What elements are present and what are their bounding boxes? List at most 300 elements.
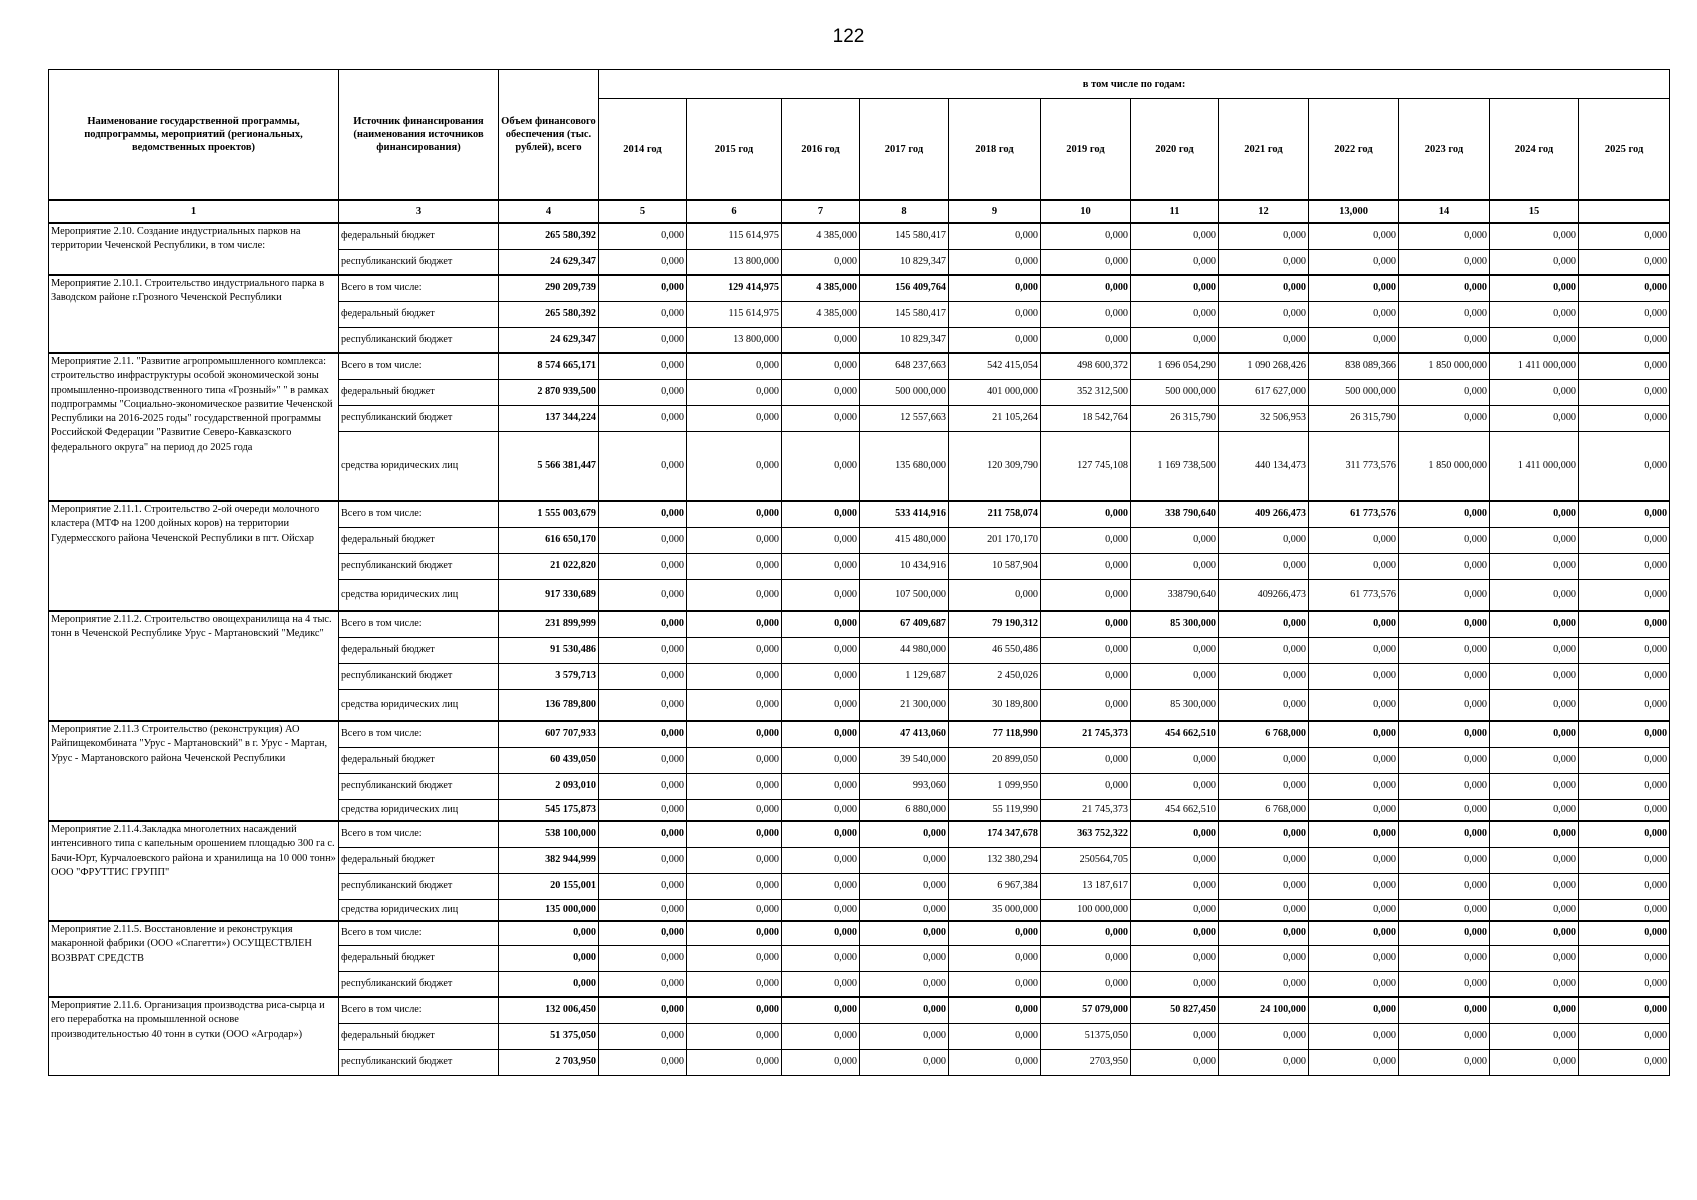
year-value: 0,000: [1579, 847, 1670, 873]
year-value: 0,000: [687, 821, 782, 847]
year-value: 250564,705: [1041, 847, 1131, 873]
year-value: 0,000: [599, 1049, 687, 1075]
funding-source: Всего в том числе:: [339, 611, 499, 637]
year-value: 0,000: [860, 971, 949, 997]
year-value: 0,000: [782, 847, 860, 873]
year-value: 0,000: [1131, 527, 1219, 553]
year-value: 338790,640: [1131, 579, 1219, 611]
year-value: 0,000: [1309, 249, 1399, 275]
total-volume: 265 580,392: [499, 223, 599, 249]
total-volume: 382 944,999: [499, 847, 599, 873]
year-value: 0,000: [1131, 223, 1219, 249]
year-value: 0,000: [1490, 747, 1579, 773]
year-value: 0,000: [1131, 945, 1219, 971]
table-row: [49, 223, 1670, 249]
funding-source: Всего в том числе:: [339, 997, 499, 1023]
year-value: 0,000: [1490, 637, 1579, 663]
year-value: 0,000: [599, 301, 687, 327]
year-value: 0,000: [599, 689, 687, 721]
year-value: 0,000: [1309, 527, 1399, 553]
year-value: 0,000: [1131, 663, 1219, 689]
year-value: 0,000: [1579, 579, 1670, 611]
year-value: 21 745,373: [1041, 721, 1131, 747]
header-year: 2015 год: [687, 99, 782, 201]
year-value: 0,000: [687, 873, 782, 899]
year-value: 4 385,000: [782, 223, 860, 249]
year-value: 0,000: [1219, 611, 1309, 637]
year-value: 145 580,417: [860, 301, 949, 327]
year-value: 0,000: [1579, 945, 1670, 971]
year-value: 35 000,000: [949, 899, 1041, 921]
year-value: 0,000: [1219, 663, 1309, 689]
year-value: 0,000: [599, 275, 687, 301]
year-value: 0,000: [949, 997, 1041, 1023]
year-value: 0,000: [1219, 637, 1309, 663]
year-value: 0,000: [1219, 971, 1309, 997]
funding-source: республиканский бюджет: [339, 971, 499, 997]
year-value: 0,000: [1131, 873, 1219, 899]
column-numbers-row: [49, 200, 1670, 223]
table-row: [49, 921, 1670, 945]
year-value: 0,000: [1309, 611, 1399, 637]
year-value: 2703,950: [1041, 1049, 1131, 1075]
year-value: 55 119,990: [949, 799, 1041, 821]
year-value: 0,000: [599, 431, 687, 501]
header-year: 2020 год: [1131, 99, 1219, 201]
measure-name: Мероприятие 2.11.5. Восстановление и реконструкция макаронной фабрики (ООО «Спагетти») ОСУЩЕСТВЛЕН ВОЗВРАТ СРЕДСТВ: [49, 921, 339, 997]
year-value: 0,000: [687, 747, 782, 773]
year-value: 0,000: [1309, 637, 1399, 663]
year-value: 0,000: [687, 847, 782, 873]
total-volume: 60 439,050: [499, 747, 599, 773]
year-value: 0,000: [1399, 223, 1490, 249]
total-volume: 135 000,000: [499, 899, 599, 921]
year-value: 0,000: [1399, 249, 1490, 275]
funding-source: республиканский бюджет: [339, 1049, 499, 1075]
year-value: 0,000: [599, 873, 687, 899]
column-number: 15: [1490, 200, 1579, 223]
year-value: 0,000: [949, 249, 1041, 275]
year-value: 617 627,000: [1219, 379, 1309, 405]
year-value: 0,000: [1131, 847, 1219, 873]
year-value: 0,000: [1399, 747, 1490, 773]
year-value: 0,000: [1579, 527, 1670, 553]
year-value: 0,000: [1219, 921, 1309, 945]
year-value: 0,000: [1579, 799, 1670, 821]
year-value: 542 415,054: [949, 353, 1041, 379]
year-value: 0,000: [1041, 689, 1131, 721]
column-number: 3: [339, 200, 499, 223]
year-value: 0,000: [1041, 275, 1131, 301]
year-value: 0,000: [1041, 501, 1131, 527]
year-value: 0,000: [1399, 899, 1490, 921]
year-value: 4 385,000: [782, 301, 860, 327]
year-value: 0,000: [1131, 971, 1219, 997]
year-value: 10 434,916: [860, 553, 949, 579]
year-value: 0,000: [599, 637, 687, 663]
total-volume: 265 580,392: [499, 301, 599, 327]
header-year: 2014 год: [599, 99, 687, 201]
year-value: 26 315,790: [1309, 405, 1399, 431]
year-value: 0,000: [782, 431, 860, 501]
year-value: 0,000: [1041, 527, 1131, 553]
year-value: 0,000: [860, 921, 949, 945]
year-value: 0,000: [599, 553, 687, 579]
year-value: 454 662,510: [1131, 721, 1219, 747]
year-value: 0,000: [782, 663, 860, 689]
year-value: 0,000: [860, 847, 949, 873]
column-number: 9: [949, 200, 1041, 223]
year-value: 61 773,576: [1309, 501, 1399, 527]
year-value: 0,000: [949, 579, 1041, 611]
year-value: 0,000: [1309, 873, 1399, 899]
year-value: 50 827,450: [1131, 997, 1219, 1023]
year-value: 0,000: [782, 971, 860, 997]
year-value: 454 662,510: [1131, 799, 1219, 821]
year-value: 0,000: [1579, 301, 1670, 327]
year-value: 0,000: [1131, 899, 1219, 921]
year-value: 0,000: [687, 579, 782, 611]
year-value: 0,000: [1579, 971, 1670, 997]
year-value: 0,000: [949, 945, 1041, 971]
total-volume: 917 330,689: [499, 579, 599, 611]
year-value: 0,000: [949, 275, 1041, 301]
year-value: 0,000: [1041, 945, 1131, 971]
year-value: 46 550,486: [949, 637, 1041, 663]
year-value: 1 129,687: [860, 663, 949, 689]
year-value: 10 829,347: [860, 327, 949, 353]
year-value: 0,000: [1219, 223, 1309, 249]
year-value: 201 170,170: [949, 527, 1041, 553]
year-value: 0,000: [687, 971, 782, 997]
year-value: 0,000: [782, 689, 860, 721]
year-value: 0,000: [1399, 527, 1490, 553]
year-value: 0,000: [782, 997, 860, 1023]
year-value: 0,000: [599, 997, 687, 1023]
year-value: 0,000: [599, 663, 687, 689]
year-value: 0,000: [1490, 873, 1579, 899]
funding-source: Всего в том числе:: [339, 821, 499, 847]
total-volume: 607 707,933: [499, 721, 599, 747]
year-value: 0,000: [1131, 553, 1219, 579]
year-value: 115 614,975: [687, 301, 782, 327]
column-number: 4: [499, 200, 599, 223]
year-value: 0,000: [687, 773, 782, 799]
year-value: 0,000: [1309, 553, 1399, 579]
year-value: 500 000,000: [1131, 379, 1219, 405]
year-value: 0,000: [782, 501, 860, 527]
year-value: 0,000: [1399, 799, 1490, 821]
year-value: 13 800,000: [687, 327, 782, 353]
column-number: 10: [1041, 200, 1131, 223]
year-value: 0,000: [599, 353, 687, 379]
year-value: 409266,473: [1219, 579, 1309, 611]
year-value: 1 099,950: [949, 773, 1041, 799]
year-value: 0,000: [687, 689, 782, 721]
total-volume: 91 530,486: [499, 637, 599, 663]
total-volume: 132 006,450: [499, 997, 599, 1023]
year-value: 0,000: [1309, 921, 1399, 945]
year-value: 0,000: [687, 921, 782, 945]
funding-source: федеральный бюджет: [339, 637, 499, 663]
year-value: 0,000: [860, 1049, 949, 1075]
total-volume: 545 175,873: [499, 799, 599, 821]
column-number: 5: [599, 200, 687, 223]
year-value: 0,000: [782, 249, 860, 275]
year-value: 0,000: [1490, 405, 1579, 431]
year-value: 0,000: [1041, 249, 1131, 275]
year-value: 18 542,764: [1041, 405, 1131, 431]
year-value: 0,000: [599, 847, 687, 873]
year-value: 352 312,500: [1041, 379, 1131, 405]
year-value: 0,000: [687, 379, 782, 405]
funding-source: средства юридических лиц: [339, 899, 499, 921]
year-value: 4 385,000: [782, 275, 860, 301]
year-value: 0,000: [1399, 501, 1490, 527]
table-row: [49, 353, 1670, 379]
year-value: 338 790,640: [1131, 501, 1219, 527]
year-value: 79 190,312: [949, 611, 1041, 637]
year-value: 20 899,050: [949, 747, 1041, 773]
year-value: 0,000: [782, 1023, 860, 1049]
year-value: 0,000: [1041, 327, 1131, 353]
year-value: 0,000: [949, 327, 1041, 353]
year-value: 0,000: [1579, 689, 1670, 721]
year-value: 6 880,000: [860, 799, 949, 821]
measure-name: Мероприятие 2.11.3 Строительство (реконструкция) АО Райпищекомбината "Урус - Мартановский" в г. Урус - Мартан, Урус - Мартановского района Чеченской Республики: [49, 721, 339, 821]
header-year: 2016 год: [782, 99, 860, 201]
year-value: 51375,050: [1041, 1023, 1131, 1049]
year-value: 21 300,000: [860, 689, 949, 721]
column-number: 8: [860, 200, 949, 223]
year-value: 0,000: [687, 1049, 782, 1075]
year-value: 409 266,473: [1219, 501, 1309, 527]
year-value: 0,000: [1579, 379, 1670, 405]
year-value: 6 967,384: [949, 873, 1041, 899]
funding-source: средства юридических лиц: [339, 431, 499, 501]
table-row: [49, 821, 1670, 847]
total-volume: 137 344,224: [499, 405, 599, 431]
funding-source: федеральный бюджет: [339, 945, 499, 971]
year-value: 21 745,373: [1041, 799, 1131, 821]
year-value: 0,000: [1579, 997, 1670, 1023]
year-value: 0,000: [1579, 873, 1670, 899]
year-value: 0,000: [1490, 847, 1579, 873]
year-value: 0,000: [1579, 921, 1670, 945]
year-value: 26 315,790: [1131, 405, 1219, 431]
year-value: 440 134,473: [1219, 431, 1309, 501]
year-value: 0,000: [782, 1049, 860, 1075]
year-value: 0,000: [1309, 327, 1399, 353]
year-value: 127 745,108: [1041, 431, 1131, 501]
year-value: 132 380,294: [949, 847, 1041, 873]
year-value: 0,000: [1399, 553, 1490, 579]
year-value: 0,000: [860, 821, 949, 847]
year-value: 0,000: [1309, 997, 1399, 1023]
year-value: 0,000: [1309, 773, 1399, 799]
year-value: 0,000: [1309, 747, 1399, 773]
year-value: 10 587,904: [949, 553, 1041, 579]
total-volume: 616 650,170: [499, 527, 599, 553]
year-value: 0,000: [1490, 527, 1579, 553]
year-value: 32 506,953: [1219, 405, 1309, 431]
funding-source: федеральный бюджет: [339, 847, 499, 873]
year-value: 0,000: [687, 353, 782, 379]
column-number: 14: [1399, 200, 1490, 223]
measure-name: Мероприятие 2.11.6. Организация производства риса-сырца и его переработка на промышленной основе производительностью 40 тонн в сутки (ООО «Агродар»): [49, 997, 339, 1075]
year-value: 0,000: [1399, 327, 1490, 353]
year-value: 0,000: [599, 773, 687, 799]
year-value: 0,000: [599, 747, 687, 773]
year-value: 13 187,617: [1041, 873, 1131, 899]
header-year: 2019 год: [1041, 99, 1131, 201]
year-value: 2 450,026: [949, 663, 1041, 689]
year-value: 0,000: [599, 501, 687, 527]
year-value: 0,000: [1309, 1023, 1399, 1049]
year-value: 100 000,000: [1041, 899, 1131, 921]
year-value: 0,000: [1399, 275, 1490, 301]
year-value: 0,000: [599, 405, 687, 431]
funding-source: республиканский бюджет: [339, 405, 499, 431]
total-volume: 2 870 939,500: [499, 379, 599, 405]
year-value: 0,000: [782, 747, 860, 773]
year-value: 0,000: [1579, 249, 1670, 275]
year-value: 44 980,000: [860, 637, 949, 663]
year-value: 0,000: [1490, 249, 1579, 275]
column-number: [1579, 200, 1670, 223]
column-number: 13,000: [1309, 200, 1399, 223]
funding-source: средства юридических лиц: [339, 689, 499, 721]
year-value: 0,000: [687, 611, 782, 637]
year-value: 498 600,372: [1041, 353, 1131, 379]
year-value: 0,000: [1490, 327, 1579, 353]
year-value: 0,000: [1131, 1023, 1219, 1049]
funding-source: республиканский бюджет: [339, 873, 499, 899]
funding-source: республиканский бюджет: [339, 553, 499, 579]
year-value: 1 411 000,000: [1490, 353, 1579, 379]
funding-source: федеральный бюджет: [339, 379, 499, 405]
header-year: 2022 год: [1309, 99, 1399, 201]
funding-source: республиканский бюджет: [339, 663, 499, 689]
year-value: 135 680,000: [860, 431, 949, 501]
funding-source: средства юридических лиц: [339, 579, 499, 611]
year-value: 0,000: [1219, 275, 1309, 301]
header-year: 2018 год: [949, 99, 1041, 201]
year-value: 0,000: [1041, 921, 1131, 945]
total-volume: 8 574 665,171: [499, 353, 599, 379]
year-value: 0,000: [687, 997, 782, 1023]
year-value: 57 079,000: [1041, 997, 1131, 1023]
year-value: 0,000: [1579, 1049, 1670, 1075]
year-value: 24 100,000: [1219, 997, 1309, 1023]
year-value: 10 829,347: [860, 249, 949, 275]
year-value: 30 189,800: [949, 689, 1041, 721]
year-value: 0,000: [1399, 873, 1490, 899]
year-value: 0,000: [860, 899, 949, 921]
year-value: 0,000: [1579, 899, 1670, 921]
year-value: 0,000: [599, 971, 687, 997]
year-value: 648 237,663: [860, 353, 949, 379]
year-value: 211 758,074: [949, 501, 1041, 527]
year-value: 174 347,678: [949, 821, 1041, 847]
year-value: 0,000: [949, 921, 1041, 945]
year-value: 0,000: [782, 721, 860, 747]
year-value: 0,000: [1399, 379, 1490, 405]
year-value: 0,000: [1309, 945, 1399, 971]
year-value: 0,000: [1041, 663, 1131, 689]
year-value: 0,000: [1309, 223, 1399, 249]
year-value: 0,000: [1399, 821, 1490, 847]
measure-name: Мероприятие 2.11. "Развитие агропромышленного комплекса: строительство инфраструктуры особой экономической зоны промышленно-производственного типа «Грозный»" " в рамках подпрограммы "Социально-экономическое развитие Чеченской Республики на 2016-2025 годы" государственной программы Российской Федерации "Развитие Северо-Кавказского федерального округа" на период до 2025 года: [49, 353, 339, 501]
year-value: 0,000: [1579, 637, 1670, 663]
year-value: 0,000: [1579, 223, 1670, 249]
funding-source: средства юридических лиц: [339, 799, 499, 821]
year-value: 0,000: [782, 637, 860, 663]
year-value: 13 800,000: [687, 249, 782, 275]
year-value: 77 118,990: [949, 721, 1041, 747]
table-row: [49, 997, 1670, 1023]
year-value: 0,000: [1219, 821, 1309, 847]
year-value: 0,000: [1490, 501, 1579, 527]
year-value: 21 105,264: [949, 405, 1041, 431]
year-value: 0,000: [1219, 945, 1309, 971]
year-value: 67 409,687: [860, 611, 949, 637]
total-volume: 2 093,010: [499, 773, 599, 799]
year-value: 0,000: [1219, 1049, 1309, 1075]
measure-name: Мероприятие 2.11.4.Закладка многолетних насаждений интенсивного типа с капельным орошением площадью 300 га с. Бачи-Юрт, Курчалоевского района и хранилища на 10 000 тонн» ООО "ФРУТТИС ГРУПП": [49, 821, 339, 921]
year-value: 0,000: [1041, 773, 1131, 799]
year-value: 0,000: [1219, 899, 1309, 921]
year-value: 401 000,000: [949, 379, 1041, 405]
year-value: 0,000: [1490, 773, 1579, 799]
year-value: 0,000: [1131, 249, 1219, 275]
year-value: 0,000: [1041, 611, 1131, 637]
year-value: 0,000: [1579, 275, 1670, 301]
total-volume: 2 703,950: [499, 1049, 599, 1075]
year-value: 0,000: [1399, 721, 1490, 747]
year-value: 0,000: [860, 997, 949, 1023]
year-value: 0,000: [1131, 921, 1219, 945]
year-value: 0,000: [1219, 1023, 1309, 1049]
year-value: 0,000: [1490, 275, 1579, 301]
year-value: 415 480,000: [860, 527, 949, 553]
year-value: 0,000: [1579, 821, 1670, 847]
header-year: 2017 год: [860, 99, 949, 201]
header-program-name: Наименование государственной программы, подпрограммы, мероприятий (региональных, ведомственных проектов): [49, 70, 339, 201]
year-value: 0,000: [1219, 553, 1309, 579]
total-volume: 0,000: [499, 921, 599, 945]
year-value: 0,000: [949, 223, 1041, 249]
year-value: 0,000: [1041, 971, 1131, 997]
year-value: 0,000: [1579, 553, 1670, 579]
year-value: 0,000: [687, 945, 782, 971]
funding-source: республиканский бюджет: [339, 327, 499, 353]
year-value: 0,000: [782, 527, 860, 553]
total-volume: 24 629,347: [499, 249, 599, 275]
year-value: 1 411 000,000: [1490, 431, 1579, 501]
year-value: 0,000: [1399, 997, 1490, 1023]
year-value: 993,060: [860, 773, 949, 799]
year-value: 0,000: [1579, 501, 1670, 527]
year-value: 0,000: [782, 353, 860, 379]
year-value: 0,000: [1490, 611, 1579, 637]
year-value: 0,000: [782, 773, 860, 799]
year-value: 0,000: [599, 921, 687, 945]
year-value: 0,000: [1579, 353, 1670, 379]
year-value: 0,000: [1399, 405, 1490, 431]
year-value: 0,000: [687, 721, 782, 747]
year-value: 115 614,975: [687, 223, 782, 249]
